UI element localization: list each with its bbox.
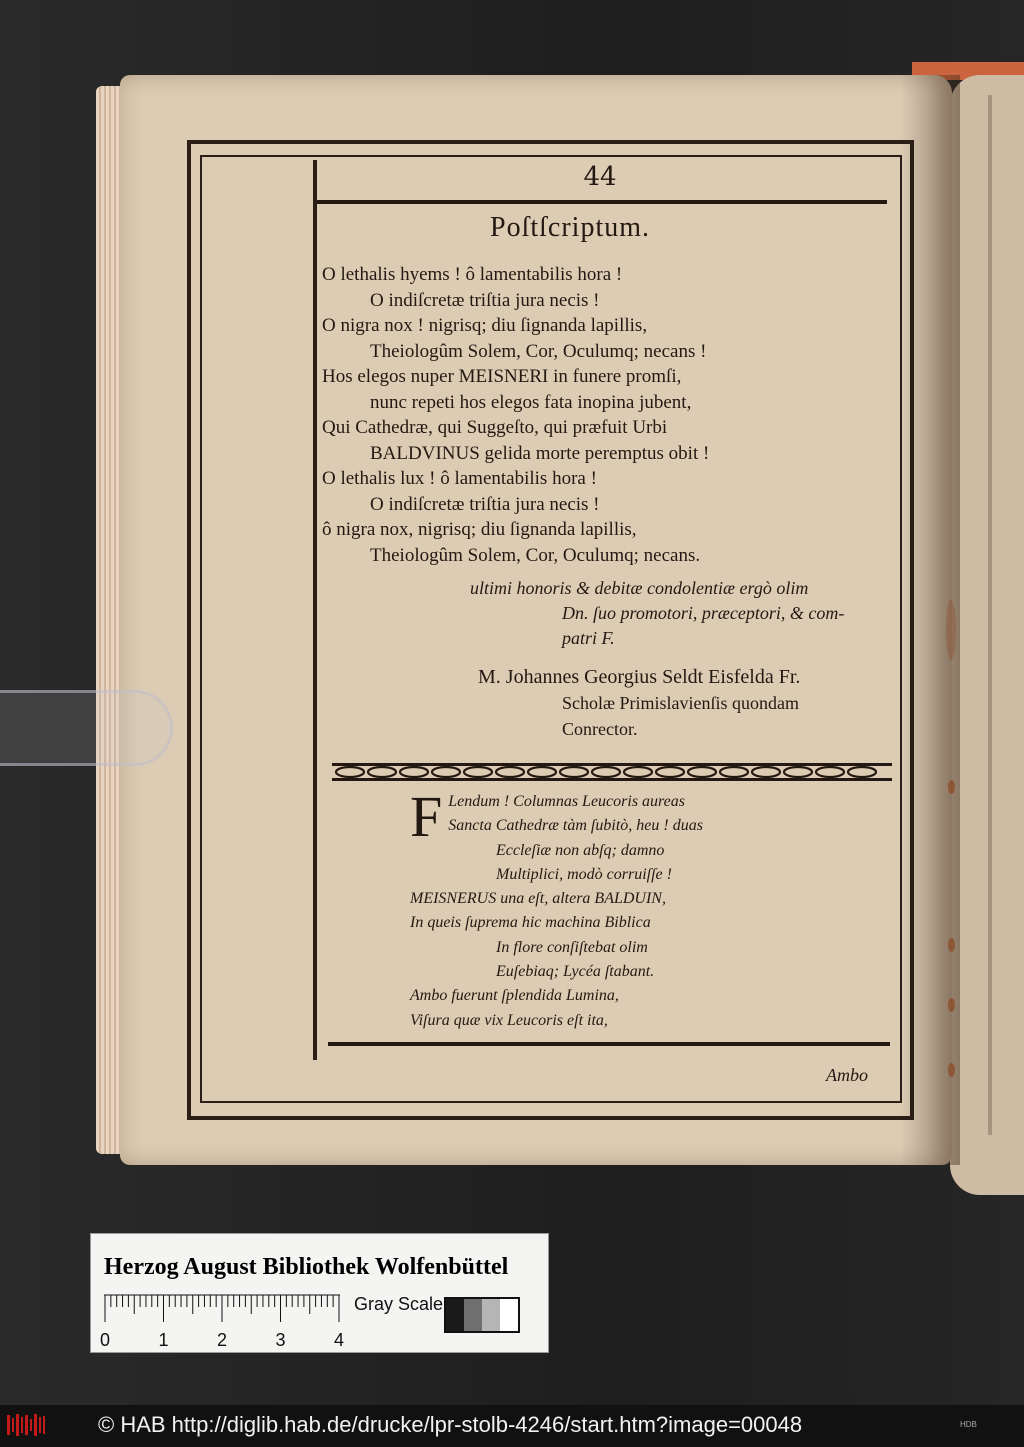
facing-page <box>950 75 1024 1195</box>
gray-swatch <box>446 1299 464 1331</box>
poem-line: nunc repeti hos elegos fata inopina jubent, <box>370 391 692 413</box>
dedication-line: ultimi honoris & debitæ condolentiæ ergò olim <box>470 578 809 598</box>
dedication-line: Dn. ſuo promotori, præceptori, & com- <box>562 603 845 623</box>
ornamental-divider <box>332 761 892 783</box>
header-rule <box>317 200 887 204</box>
poem2-line: Euſebiaq; Lycéa ſtabant. <box>496 963 655 981</box>
gray-swatch <box>482 1299 500 1331</box>
ruler-number: 0 <box>100 1330 111 1350</box>
measurement-ruler <box>104 1294 340 1324</box>
page-number: 44 <box>583 162 617 192</box>
foxing-spot <box>948 998 955 1012</box>
text-column-rule <box>313 160 317 1060</box>
ruler-number: 2 <box>217 1330 228 1350</box>
poem2-line: Eccleſiæ non abſq; damno <box>496 841 665 859</box>
poem-line: BALDVINUS gelida morte peremptus obit ! <box>370 442 710 464</box>
dedication <box>470 576 900 651</box>
poem-line: O lethalis hyems ! ô lamentabilis hora ! <box>322 264 623 285</box>
catchword: Ambo <box>826 1065 868 1085</box>
poem-line: Theiologûm Solem, Cor, Oculumq; necans ! <box>370 340 707 362</box>
poem2-line: Multiplici, modò corruiſſe ! <box>496 865 672 883</box>
poem-line: O nigra nox ! nigrisq; diu ſignanda lapillis, <box>322 315 648 336</box>
poem2-line: In queis ſuprema hic machina Biblica <box>410 914 651 932</box>
poem-line: O indiſcretæ triſtia jura necis ! <box>370 289 600 311</box>
ruler-number: 4 <box>334 1330 345 1350</box>
poem-line: O indiſcretæ triſtia jura necis ! <box>370 493 600 515</box>
dedication-line: patri F. <box>562 628 615 648</box>
author-line: M. Johannes Georgius Seldt Eisfelda Fr. <box>478 666 801 688</box>
page-title: Poſtſcriptum. <box>490 212 650 243</box>
poem2-line: In flore conſiſtebat olim <box>496 938 648 956</box>
poem-line: Hos elegos nuper MEISNERI in funere promſi, <box>322 366 682 387</box>
ruler-number: 1 <box>158 1330 169 1350</box>
gray-scale-label: Gray Scale <box>354 1294 444 1314</box>
copyright-url: © HAB http://diglib.hab.de/drucke/lpr-stolb-4246/start.htm?image=00048 <box>98 1412 803 1437</box>
author-signature <box>478 664 898 742</box>
foxing-spot <box>948 780 955 794</box>
poem2-line: MEISNERUS una eſt, altera BALDUIN, <box>410 890 666 908</box>
library-name: Herzog August Bibliothek Wolfenbüttel <box>104 1254 509 1280</box>
hab-logo-icon <box>6 1412 46 1438</box>
drop-capital: F <box>410 784 443 849</box>
poem-line: Qui Cathedræ, qui Suggeſto, qui præfuit Urbi <box>322 417 668 438</box>
gray-scale-swatches <box>444 1297 520 1333</box>
gray-swatch <box>464 1299 482 1331</box>
poem-line: Theiologûm Solem, Cor, Oculumq; necans. <box>370 544 701 566</box>
foxing-spot <box>948 938 955 952</box>
poem2-line: Lendum ! Columnas Leucoris aureas <box>448 793 686 810</box>
foxing-spot <box>946 600 956 660</box>
footer-mark: HDB <box>960 1420 977 1429</box>
second-poem <box>410 784 880 1033</box>
ruler-number: 3 <box>275 1330 286 1350</box>
postscript-poem <box>322 262 882 568</box>
author-line: Scholæ Primislavienſis quondam <box>562 693 799 713</box>
poem2-line: Ambo fuerunt ſplendida Lumina, <box>410 987 619 1005</box>
poem-line: O lethalis lux ! ô lamentabilis hora ! <box>322 468 597 489</box>
gray-swatch <box>500 1299 518 1331</box>
author-line: Conrector. <box>562 719 638 739</box>
footer-rule <box>328 1042 890 1046</box>
page-clip <box>0 690 173 766</box>
poem-line: ô nigra nox, nigrisq; diu ſignanda lapillis, <box>322 519 637 540</box>
poem2-line: Viſura quæ vix Leucoris eſt ita, <box>410 1011 608 1029</box>
poem2-line: Sancta Cathedræ tàm ſubitò, heu ! duas <box>448 817 703 835</box>
foxing-spot <box>948 1063 955 1077</box>
